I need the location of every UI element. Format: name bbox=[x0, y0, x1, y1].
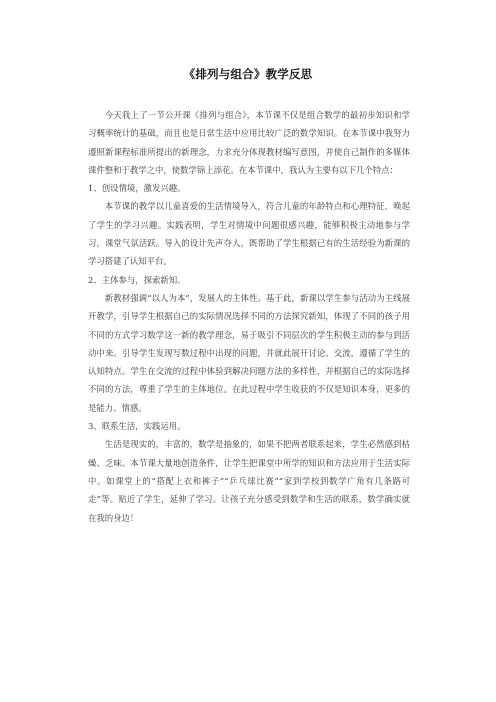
section-heading-3: 3、联系生活，实践运用。 bbox=[88, 421, 186, 432]
paragraph-intro: 今天我上了一节公开课《排列与组合》，本节课不仅是组合数学的最初步知识和学习概率统计的基础，而且也是日常生活中应用比较广泛的数学知识。在本节课中我努力遵照新课程标准所提出的新理念，力求充分体现教材编写意图，并使自己制作的多媒体课件整和于教学之中，使数学锦上添花。在本节课中，我认为主要有以下几个特点： bbox=[88, 110, 410, 175]
section-heading-2: 2、主体参与，探索新知。 bbox=[88, 274, 186, 285]
document-title: 《排列与组合》教学反思 bbox=[183, 67, 313, 81]
paragraph-section-1: 本节课的教学以儿童喜爱的生活情境导入，符合儿童的年龄特点和心理特征，唤起了学生的学习兴趣。实践表明，学生对情境中问题很感兴趣，能够积极主动地参与学习，课堂气氛活跃。导入的设计先声夺人，既帮助了学生根据已有的生活经验为新课的学习搭建了认知平台。 bbox=[88, 201, 410, 267]
paragraph-section-3: 生活是现实的，丰富的，数学是抽象的，如果不把两者联系起来，学生必然感到枯燥、乏味。本节课大量地创造条件，让学生把课堂中所学的知识和方法应用于生活实际中。如课堂上的“搭配上衣和裤子”“乒乓球比赛”“家到学校到数学广角有几条路可走”等。贴近了学生，延伸了学习。让孩子充分感受到数学和生活的联系，数学确实就在我的身边！ bbox=[88, 439, 410, 523]
section-heading-1: 1、创设情境，激发兴趣。 bbox=[88, 183, 186, 194]
paragraph-section-2: 新教材强调“以人为本”，发展人的主体性。基于此，新课以学生参与活动为主线展开教学，引导学生根据自己的实际情况选择不同的方法探究新知，体现了不同的孩子用不同的方式学习数学这一新的教学理念，易于吸引不同层次的学生积极主动的参与到活动中来。引导学生发现写数过程中出现的问题，并就此展开讨论、交流，遵循了学生的认知特点。学生在交流的过程中体验到解决问题方法的多样性，并根据自己的实际选择不同的方法，尊重了学生的主体地位。在此过程中学生收获的不仅是知识本身，更多的是能力、情感。 bbox=[88, 292, 410, 413]
document-body bbox=[88, 106, 410, 527]
